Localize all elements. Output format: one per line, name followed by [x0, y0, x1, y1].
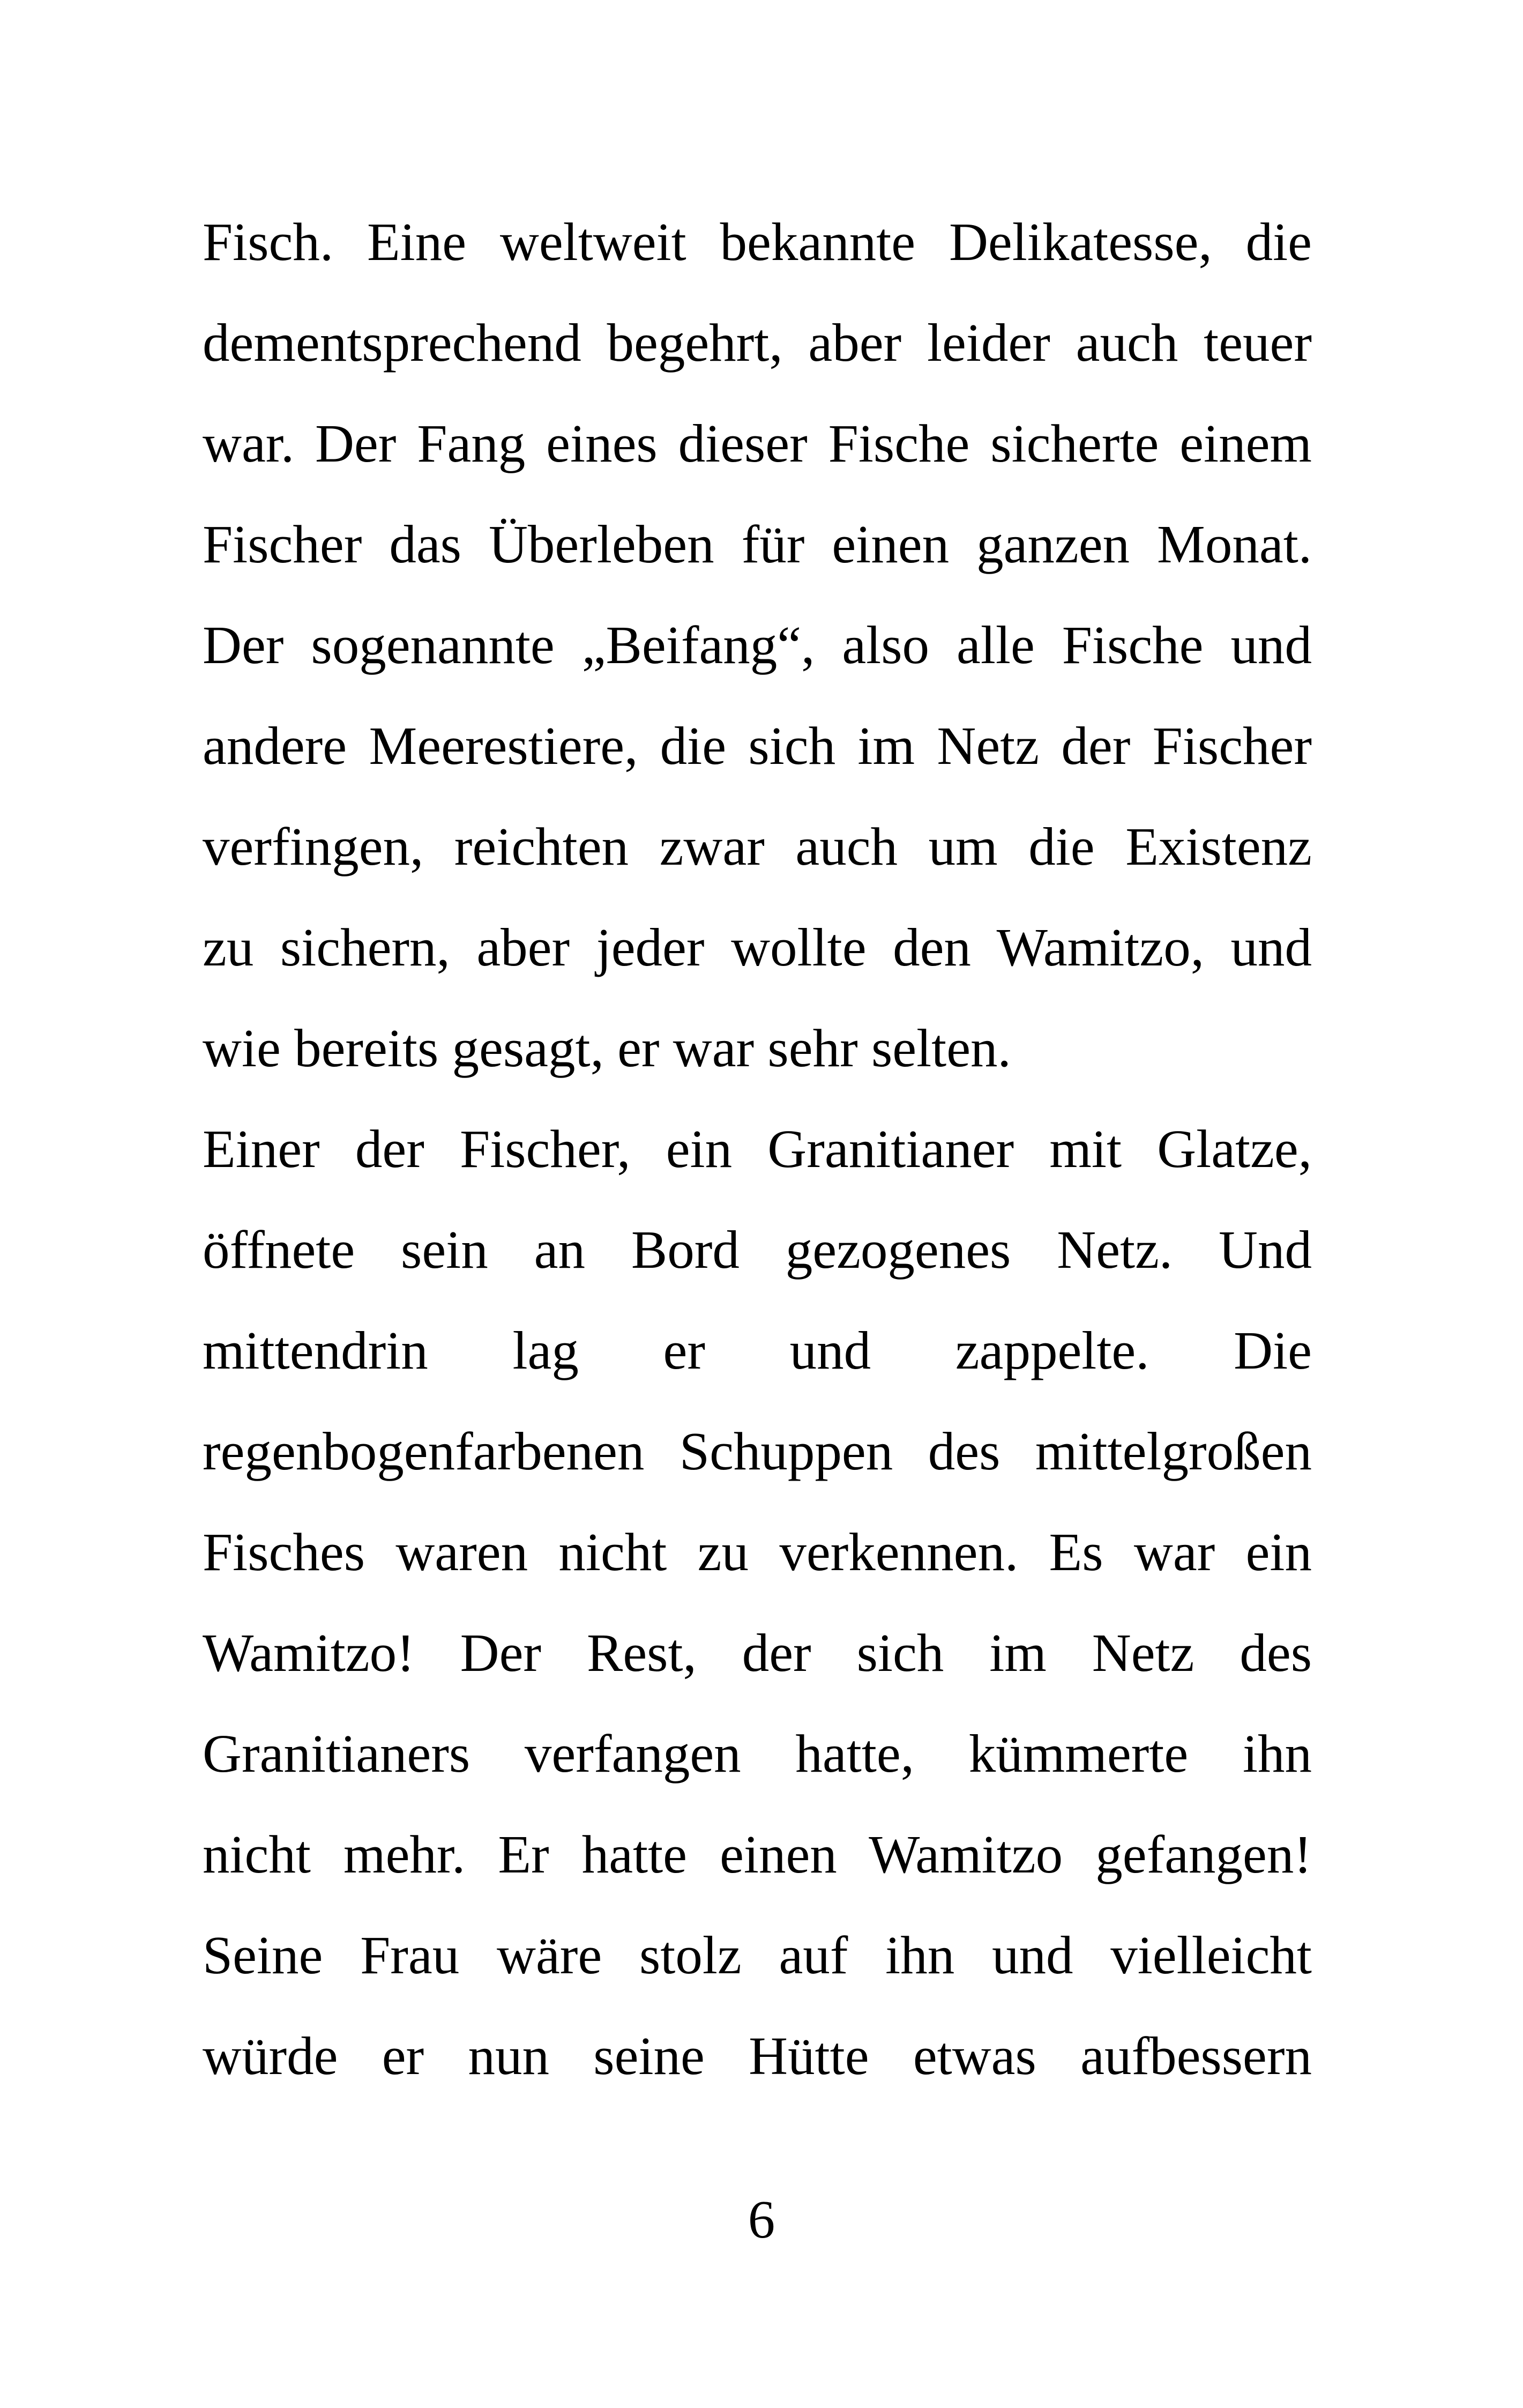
text-line: Einer der Fischer, ein Granitianer mit Glatze, — [203, 1119, 1312, 1179]
text-line: war. Der Fang eines dieser Fische sicherte einem — [203, 413, 1312, 473]
text-line: nicht mehr. Er hatte einen Wamitzo gefangen! — [203, 1824, 1312, 1884]
text-line: mittendrin lag er und zappelte. Die — [203, 1320, 1312, 1380]
text-line: andere Meerestiere, die sich im Netz der Fischer — [203, 716, 1312, 776]
text-line: regenbogenfarbenen Schuppen des mittelgroßen — [203, 1421, 1312, 1481]
page-number: 6 — [748, 2189, 775, 2249]
text-line: wie bereits gesagt, er war sehr selten. — [203, 1018, 1011, 1078]
text-line: Seine Frau wäre stolz auf ihn und vielleicht — [203, 1925, 1312, 1985]
text-line: Fischer das Überleben für einen ganzen Monat. — [203, 514, 1312, 574]
text-line: zu sichern, aber jeder wollte den Wamitzo, und — [203, 917, 1312, 977]
text-line: dementsprechend begehrt, aber leider auch teuer — [203, 313, 1312, 373]
text-line: Wamitzo! Der Rest, der sich im Netz des — [203, 1623, 1312, 1683]
text-line: Fisch. Eine weltweit bekannte Delikatesse, die — [203, 212, 1312, 272]
body-text — [203, 191, 1312, 2106]
text-line: verfingen, reichten zwar auch um die Existenz — [203, 816, 1312, 876]
text-line: Fisches waren nicht zu verkennen. Es war ein — [203, 1522, 1312, 1582]
text-line: Granitianers verfangen hatte, kümmerte ihn — [203, 1723, 1312, 1783]
text-line: Der sogenannte „Beifang“, also alle Fische und — [203, 615, 1312, 675]
text-line: öffnete sein an Bord gezogenes Netz. Und — [203, 1220, 1312, 1280]
text-line: würde er nun seine Hütte etwas aufbessern — [203, 2026, 1312, 2086]
